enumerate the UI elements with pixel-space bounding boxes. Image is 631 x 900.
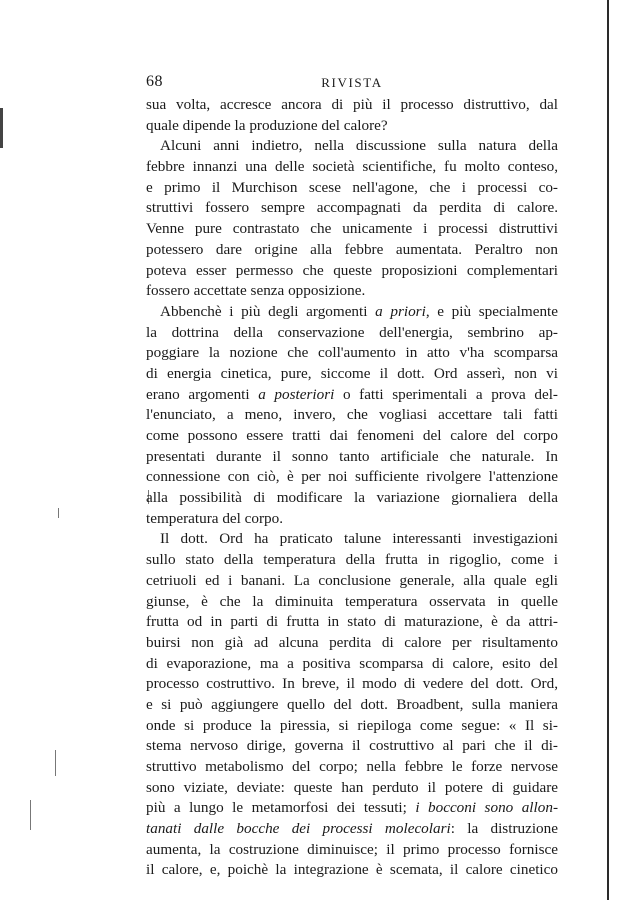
- text-line: cetriuoli ed i banani. La conclusione generale, alla quale egli: [146, 571, 558, 589]
- italic-text: a posteriori: [258, 385, 335, 403]
- text-line: presentati durante il sonno tanto artificiale che naturale. In: [146, 447, 558, 465]
- text-line: struttivi fossero sempre accompagnati da perdita di calore.: [146, 199, 558, 217]
- italic-text: a priori: [375, 302, 426, 320]
- text-line: connessione con ciò, è per noi sufficiente rivolgere l'attenzione: [146, 468, 558, 486]
- margin-mark: [30, 800, 31, 830]
- text-line: Abbenchè i più degli argomenti a priori, e più specialmente: [160, 302, 558, 320]
- text-line: buirsi non già ad alcuna perdita di calore per risultamento: [146, 633, 558, 651]
- text-line: aumenta, la costruzione diminuisce; il primo processo fornisce: [146, 840, 558, 858]
- left-edge-mark: [0, 108, 3, 148]
- text-line: Venne pure contrastato che unicamente i processi distruttivi: [146, 220, 558, 238]
- text-line: potessero dare origine alla febbre aumentata. Peraltro non: [146, 240, 558, 258]
- text-line: di energia cinetica, pure, siccome il dott. Ord asserì, non vi: [146, 364, 558, 382]
- text-line: alla possibilità di modificare la variazione giornaliera della: [146, 489, 558, 507]
- text-line: erano argomenti a posteriori o fatti sperimentali a prova del-: [146, 385, 558, 403]
- margin-mark: [58, 508, 59, 518]
- text-line: temperatura del corpo.: [146, 509, 284, 527]
- page-number: 68: [146, 73, 163, 90]
- text-line: processo costruttivo. In breve, il modo di vedere del dott. Ord,: [146, 675, 558, 693]
- page-header: [146, 73, 558, 93]
- margin-mark: [55, 750, 56, 776]
- running-title: RIVISTA: [321, 75, 383, 90]
- text-line: Alcuni anni indietro, nella discussione sulla natura della: [160, 137, 558, 155]
- text-line: di evaporazione, ma a positiva scomparsa di calore, esito del: [146, 654, 558, 672]
- text-line: struttivo metabolismo del corpo; nella febbre le forze nervose: [146, 758, 558, 775]
- text-line: onde si produce la piressia, si riepiloga come segue: « Il si-: [146, 716, 558, 734]
- text-line: e primo il Murchison scese nell'agone, che i processi co-: [146, 178, 558, 196]
- text-line: il calore, e, poichè la integrazione è scemata, il calore cinetico: [146, 861, 558, 879]
- page-edge-line: [607, 0, 609, 900]
- text-line: frutta od in parti di frutta in stato di maturazione, è da attri-: [146, 613, 558, 631]
- text-line: febbre innanzi una delle società scientifiche, fu molto conteso,: [146, 158, 558, 176]
- body-text: [146, 95, 558, 881]
- italic-text: i bocconi sono allon-: [415, 799, 558, 817]
- text-line: più a lungo le metamorfosi dei tessuti; i bocconi sono allon-: [146, 799, 558, 817]
- text-line: e si può aggiungere quello del dott. Broadbent, sulla maniera: [146, 695, 558, 713]
- text-line: come possono essere tratti dai fenomeni del calore del corpo: [146, 427, 558, 444]
- text-line: tanati dalle bocche dei processi molecolari: la distruzione: [146, 820, 558, 838]
- text-line: quale dipende la produzione del calore?: [146, 116, 388, 134]
- text-line: sono viziate, deviate: queste han perduto il potere di guidare: [146, 778, 558, 796]
- text-line: sullo stato della temperatura della frutta in rigoglio, come i: [146, 551, 558, 569]
- italic-text: tanati dalle bocche dei processi molecolari: [146, 820, 451, 838]
- text-line: poggiare la nozione che coll'aumento in atto v'ha scomparsa: [146, 344, 558, 362]
- text-line: fossero accettate senza opposizione.: [146, 282, 366, 300]
- text-line: giunse, è che la diminuita temperatura osservata in quelle: [146, 592, 558, 610]
- text-line: sua volta, accresce ancora di più il processo distruttivo, dal: [146, 96, 558, 113]
- text-line: Il dott. Ord ha praticato talune interessanti investigazioni: [160, 530, 558, 548]
- text-line: l'enunciato, a meno, invero, che vogliasi accettare tali fatti: [146, 406, 558, 424]
- text-line: poteva esser permesso che queste proposizioni complementari: [146, 261, 558, 279]
- text-line: stema nervoso dirige, governa il costruttivo al pari che il di-: [146, 737, 558, 755]
- text-line: la dottrina della conservazione dell'energia, sembrino ap-: [146, 323, 558, 341]
